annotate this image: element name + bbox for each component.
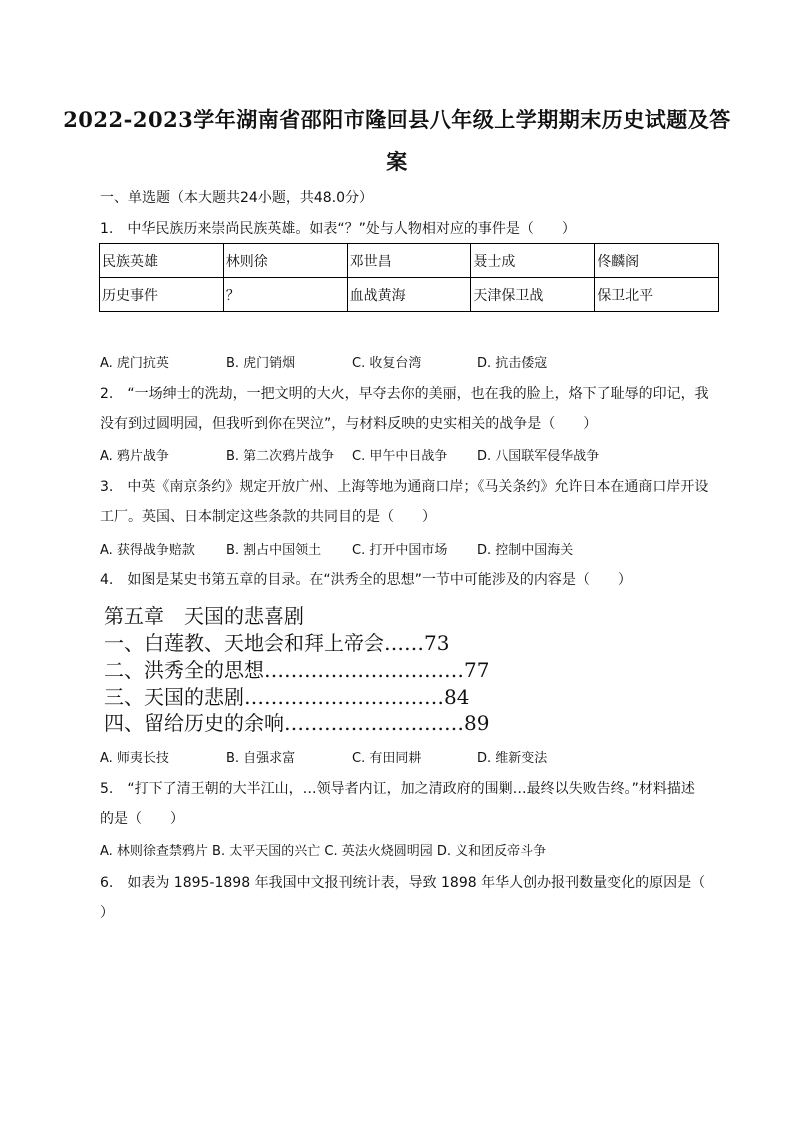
question-2-stem-line-2: 没有到过圆明园，但我听到你在哭泣”，与材料反映的史实相关的战争是（ ） bbox=[100, 416, 598, 432]
question-4-option-a: A. 师夷长技 bbox=[100, 751, 169, 766]
section-heading: 一、单选题（本大题共24小题，共48.0分） bbox=[100, 190, 373, 206]
table-cell: 历史事件 bbox=[100, 278, 224, 312]
question-5-stem-line-1: 5. “打下了清王朝的大半江山，…领导者内讧，加之清政府的围剿…最终以失败告终。”材料描述 bbox=[100, 781, 695, 797]
question-2-option-b: B. 第二次鸦片战争 bbox=[226, 449, 335, 464]
question-2-option-d: D. 八国联军侵华战争 bbox=[477, 449, 600, 464]
table-row bbox=[100, 244, 719, 278]
toc-heading: 第五章 天国的悲喜剧 bbox=[104, 604, 304, 628]
toc-entry: 一、白莲教、天地会和拜上帝会……73 bbox=[104, 631, 450, 655]
question-6-stem-line-1: 6. 如表为 1895-1898 年我国中文报刊统计表，导致 1898 年华人创办报刊数量变化的原因是（ bbox=[100, 875, 706, 891]
table-cell: 保卫北平 bbox=[595, 278, 719, 312]
toc-entry: 四、留给历史的余响………………………89 bbox=[104, 711, 490, 735]
table-cell: 邓世昌 bbox=[347, 244, 471, 278]
document-title: 2022-2023学年湖南省邵阳市隆回县八年级上学期期末历史试题及答 bbox=[63, 107, 731, 132]
question-1-option-c: C. 收复台湾 bbox=[352, 356, 422, 371]
question-4-option-d: D. 维新变法 bbox=[477, 751, 548, 766]
question-2-stem-line-1: 2. “一场绅士的洗劫，一把文明的大火，早夺去你的美丽，也在我的脸上，烙下了耻辱的印记，我 bbox=[100, 386, 709, 402]
toc-entry: 三、天国的悲剧…………………………84 bbox=[104, 685, 470, 709]
table-cell: 天津保卫战 bbox=[471, 278, 595, 312]
table-row bbox=[100, 278, 719, 312]
question-4-stem: 4. 如图是某史书第五章的目录。在“洪秀全的思想”一节中可能涉及的内容是（ ） bbox=[100, 572, 632, 588]
table-cell: 民族英雄 bbox=[100, 244, 224, 278]
question-1-option-d: D. 抗击倭寇 bbox=[477, 356, 548, 371]
table-cell: 聂士成 bbox=[471, 244, 595, 278]
question-3-stem-line-2: 工厂。英国、日本制定这些条款的共同目的是（ ） bbox=[100, 509, 436, 525]
table-cell: 佟麟阁 bbox=[595, 244, 719, 278]
table-cell: ？ bbox=[223, 278, 347, 312]
question-2-option-c: C. 甲午中日战争 bbox=[352, 449, 448, 464]
question-3-option-c: C. 打开中国市场 bbox=[352, 543, 448, 558]
question-1-option-a: A. 虎门抗英 bbox=[100, 356, 169, 371]
question-4-option-c: C. 有田同耕 bbox=[352, 751, 422, 766]
question-5-options: A. 林则徐查禁鸦片 B. 太平天国的兴亡 C. 英法火烧圆明园 D. 义和团反帝斗争 bbox=[100, 844, 547, 859]
question-4-option-b: B. 自强求富 bbox=[226, 751, 296, 766]
question-5-stem-line-2: 的是（ ） bbox=[100, 811, 184, 827]
question-3-option-a: A. 获得战争赔款 bbox=[100, 543, 195, 558]
question-3-stem-line-1: 3. 中英《南京条约》规定开放广州、上海等地为通商口岸；《马关条约》允许日本在通商口岸开设 bbox=[100, 479, 709, 495]
question-6-stem-line-2: ） bbox=[100, 905, 114, 921]
toc-entry: 二、洪秀全的思想…………………………77 bbox=[104, 658, 490, 682]
question-2-option-a: A. 鸦片战争 bbox=[100, 449, 169, 464]
question-1-stem: 1. 中华民族历来崇尚民族英雄。如表“？”处与人物相对应的事件是（ ） bbox=[100, 221, 576, 237]
table-cell: 林则徐 bbox=[223, 244, 347, 278]
question-3-option-d: D. 控制中国海关 bbox=[477, 543, 574, 558]
question-1-table bbox=[99, 243, 719, 312]
question-3-option-b: B. 割占中国领土 bbox=[226, 543, 322, 558]
table-cell: 血战黄海 bbox=[347, 278, 471, 312]
document-title-continued: 案 bbox=[386, 149, 408, 174]
question-1-option-b: B. 虎门销烟 bbox=[226, 356, 296, 371]
